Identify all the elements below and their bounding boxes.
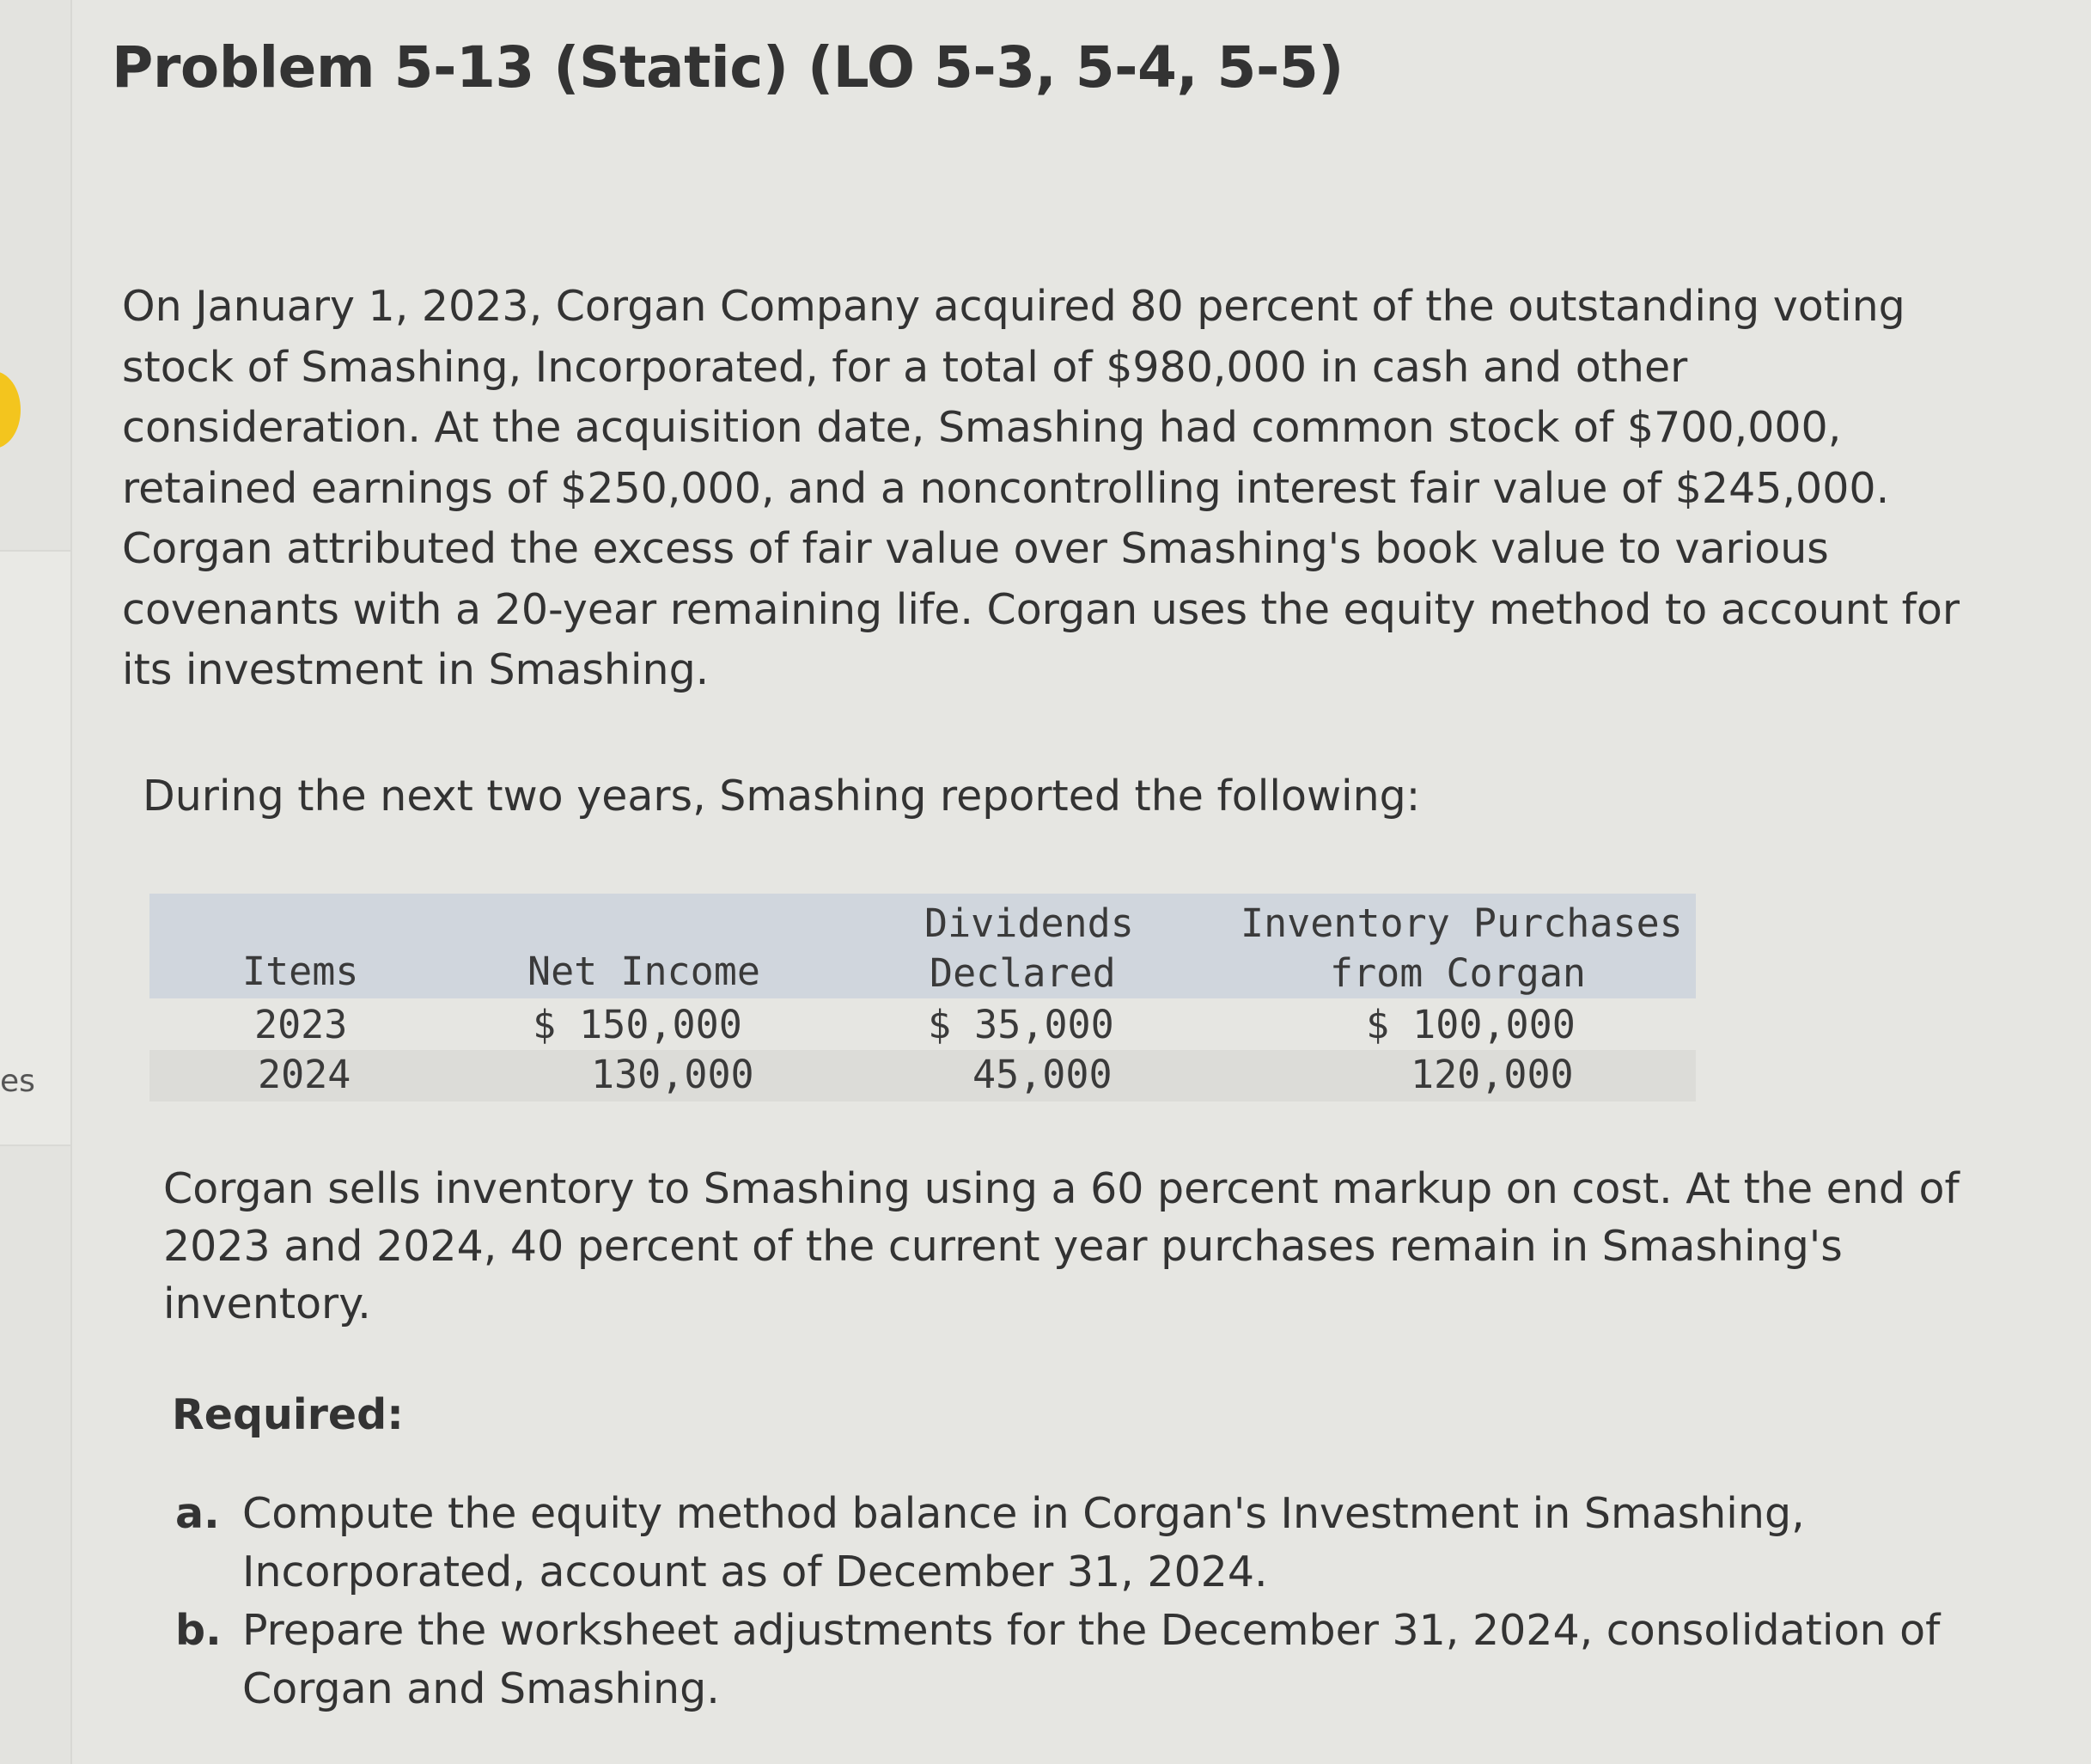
requirement-item [175,1602,1979,1718]
requirement-marker: b. [175,1606,222,1655]
sidebar-partial-label: es [0,1064,35,1099]
requirement-marker: a. [175,1489,220,1538]
requirement-line: Compute the equity method balance in Corgan's Investment in Smashing, [242,1489,1805,1538]
closing-line: Corgan sells inventory to Smashing using a 60 percent markup on cost. At the end of [163,1164,1960,1213]
header-dividends-line2: Declared [930,950,1116,996]
left-sidebar-panel[interactable] [0,550,70,1146]
table-row [149,1050,1696,1102]
cell-inventory: 120,000 [1411,1052,1574,1097]
table-row [149,998,1696,1050]
header-items: Items [242,949,359,994]
requirements-list [175,1485,1979,1718]
cell-net-income: 130,000 [591,1052,754,1097]
header-inventory-line2: from Corgan [1330,950,1587,996]
cell-net-income: $ 150,000 [533,1002,742,1047]
header-inventory-line1: Inventory Purchases [1241,900,1683,946]
closing-line: 2023 and 2024, 40 percent of the current year purchases remain in Smashing's [163,1222,1843,1271]
table-lead-in: During the next two years, Smashing reported the following: [143,772,1421,821]
intro-line: consideration. At the acquisition date, Smashing had common stock of $700,000, [122,403,1842,452]
problem-intro [122,277,2012,701]
cell-item: 2024 [258,1052,351,1097]
intro-line: covenants with a 20-year remaining life. Corgan uses the equity method to account for [122,584,1960,634]
problem-title: Problem 5-13 (Static) (LO 5-3, 5-4, 5-5) [112,34,1344,101]
problem-content [112,0,2002,1764]
smashing-results-table [149,894,1696,1102]
cell-dividends: 45,000 [972,1052,1113,1097]
header-net-income: Net Income [527,949,760,994]
closing-line: inventory. [163,1279,371,1328]
cell-dividends: $ 35,000 [928,1002,1114,1047]
intro-line: Corgan attributed the excess of fair value over Smashing's book value to various [122,524,1829,573]
intro-line: retained earnings of $250,000, and a noncontrolling interest fair value of $245,000. [122,463,1890,513]
header-dividends-line1: Dividends [924,900,1134,946]
intro-line: On January 1, 2023, Corgan Company acquired 80 percent of the outstanding voting [122,282,1905,331]
problem-closing [163,1160,2053,1333]
intro-line: stock of Smashing, Incorporated, for a total of $980,000 in cash and other [122,342,1688,392]
intro-line: its investment in Smashing. [122,645,710,694]
cell-item: 2023 [254,1002,348,1047]
requirement-line: Prepare the worksheet adjustments for the December 31, 2024, consolidation of [242,1606,1941,1655]
requirement-line: Incorporated, account as of December 31, 2024. [242,1547,1268,1596]
table-header [149,894,1696,998]
requirement-item [175,1485,1979,1602]
requirement-line: Corgan and Smashing. [242,1664,720,1713]
cell-inventory: $ 100,000 [1366,1002,1576,1047]
required-heading: Required: [172,1390,404,1439]
